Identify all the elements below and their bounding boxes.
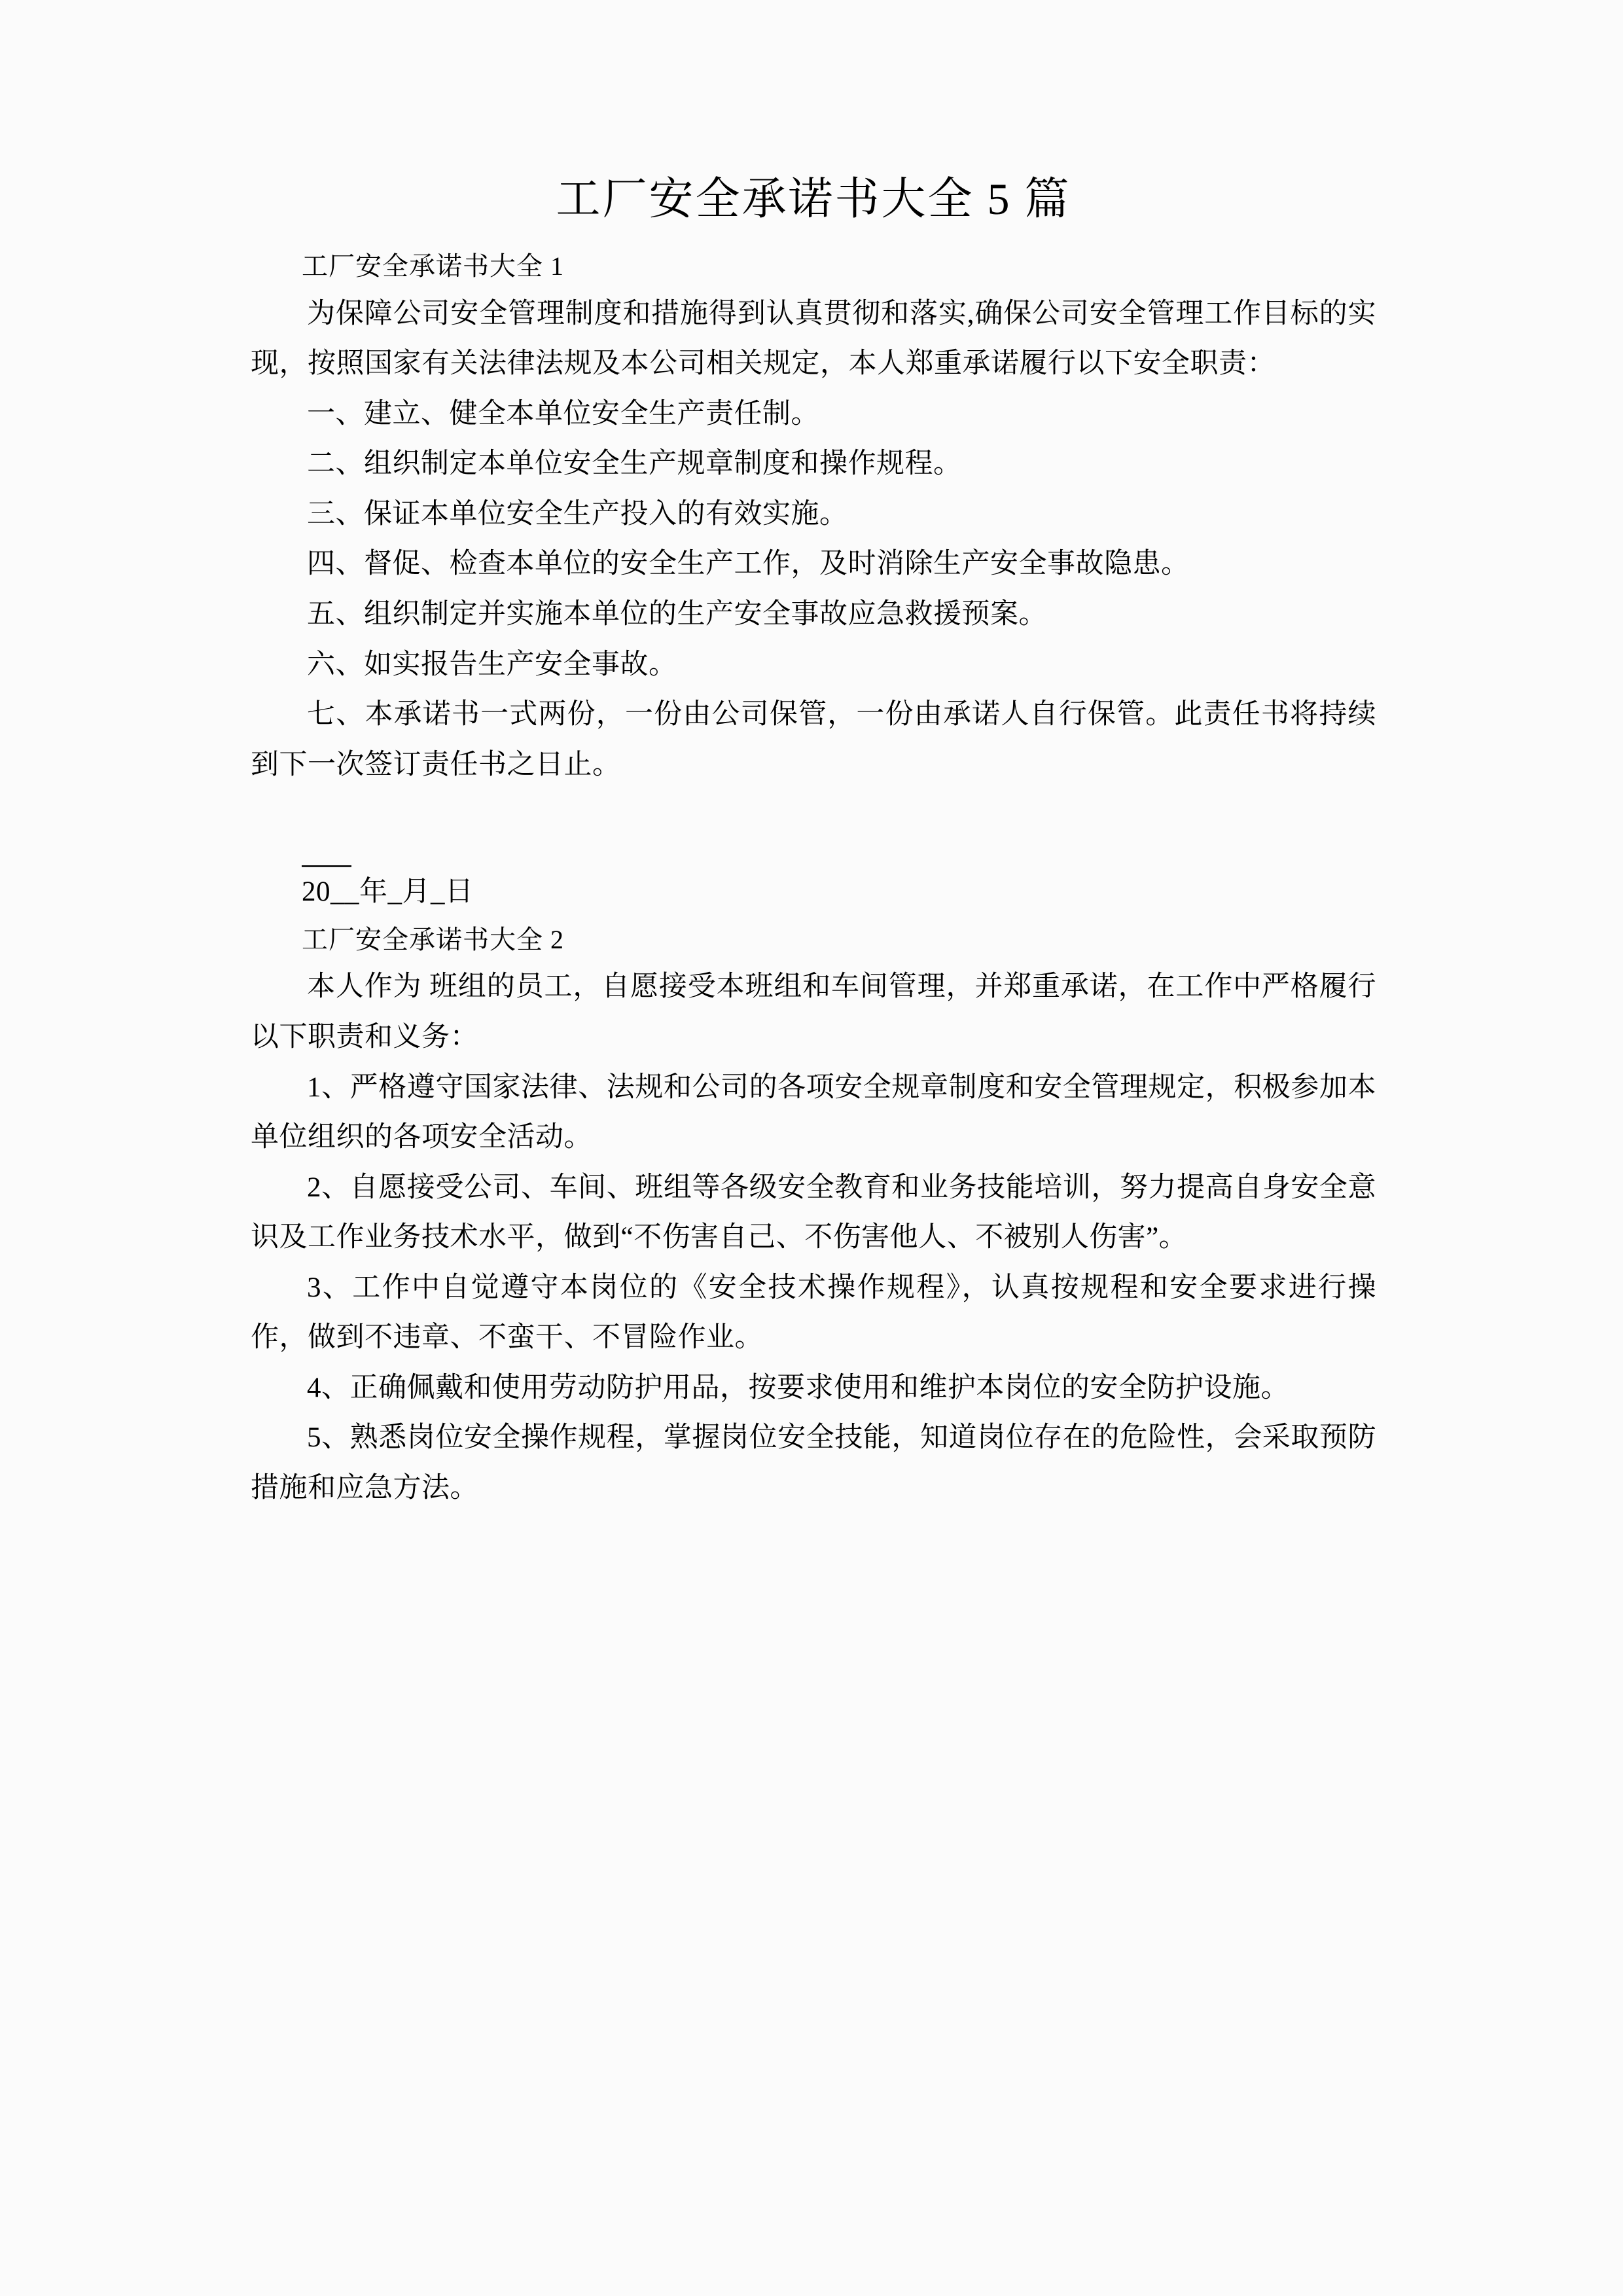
list-item: 六、如实报告生产安全事故。 [307,649,677,680]
document-content [251,171,1376,1513]
page-title: 工厂安全承诺书大全 5 篇 [556,174,1071,224]
list-item: 3、工作中自觉遵守本岗位的《安全技术操作规程》，认真按规程和安全要求进行操作，做到不违章、不蛮干、不冒险作业。 [251,1272,1376,1354]
section-heading-1: 工厂安全承诺书大全 1 [302,251,564,281]
list-item: 七、本承诺书一式两份，一份由公司保管，一份由承诺人自行保管。此责任书将持续到下一次签订责任书之日止。 [251,699,1376,780]
list-item: 5、熟悉岗位安全操作规程，掌握岗位安全技能，知道岗位存在的危险性，会采取预防措施和应急方法。 [251,1422,1376,1503]
signature-blank-row [251,804,1376,867]
list-item: 五、组织制定并实施本单位的生产安全事故应急救援预案。 [307,598,1047,630]
list-item: 二、组织制定本单位安全生产规章制度和操作规程。 [307,448,962,480]
list-item: 一、建立、健全本单位安全生产责任制。 [307,398,819,429]
list-item: 2、自愿接受公司、车间、班组等各级安全教育和业务技能培训，努力提高自身安全意识及工作业务技术水平，做到“不伤害自己、不伤害他人、不被别人伤害”。 [251,1172,1376,1253]
spacer [251,790,1376,804]
section-1-intro-paragraph: 为保障公司安全管理制度和措施得到认真贯彻和落实,确保公司安全管理工作目标的实现，按照国家有关法律法规及本公司相关规定，本人郑重承诺履行以下安全职责： [251,298,1376,380]
signature-underline [302,846,351,867]
section-2-intro-paragraph: 本人作为 班组的员工，自愿接受本班组和车间管理，并郑重承诺，在工作中严格履行以下职责和义务： [251,971,1376,1052]
list-item: 4、正确佩戴和使用劳动防护用品，按要求使用和维护本岗位的安全防护设施。 [307,1372,1289,1403]
list-item: 1、严格遵守国家法律、法规和公司的各项安全规章制度和安全管理规定，积极参加本单位组织的各项安全活动。 [251,1071,1376,1153]
list-item: 三、保证本单位安全生产投入的有效实施。 [307,498,848,529]
date-line: 20__年_月_日 [302,876,474,908]
list-item: 四、督促、检查本单位的安全生产工作，及时消除生产安全事故隐患。 [307,548,1190,580]
section-heading-2: 工厂安全承诺书大全 2 [302,924,564,954]
